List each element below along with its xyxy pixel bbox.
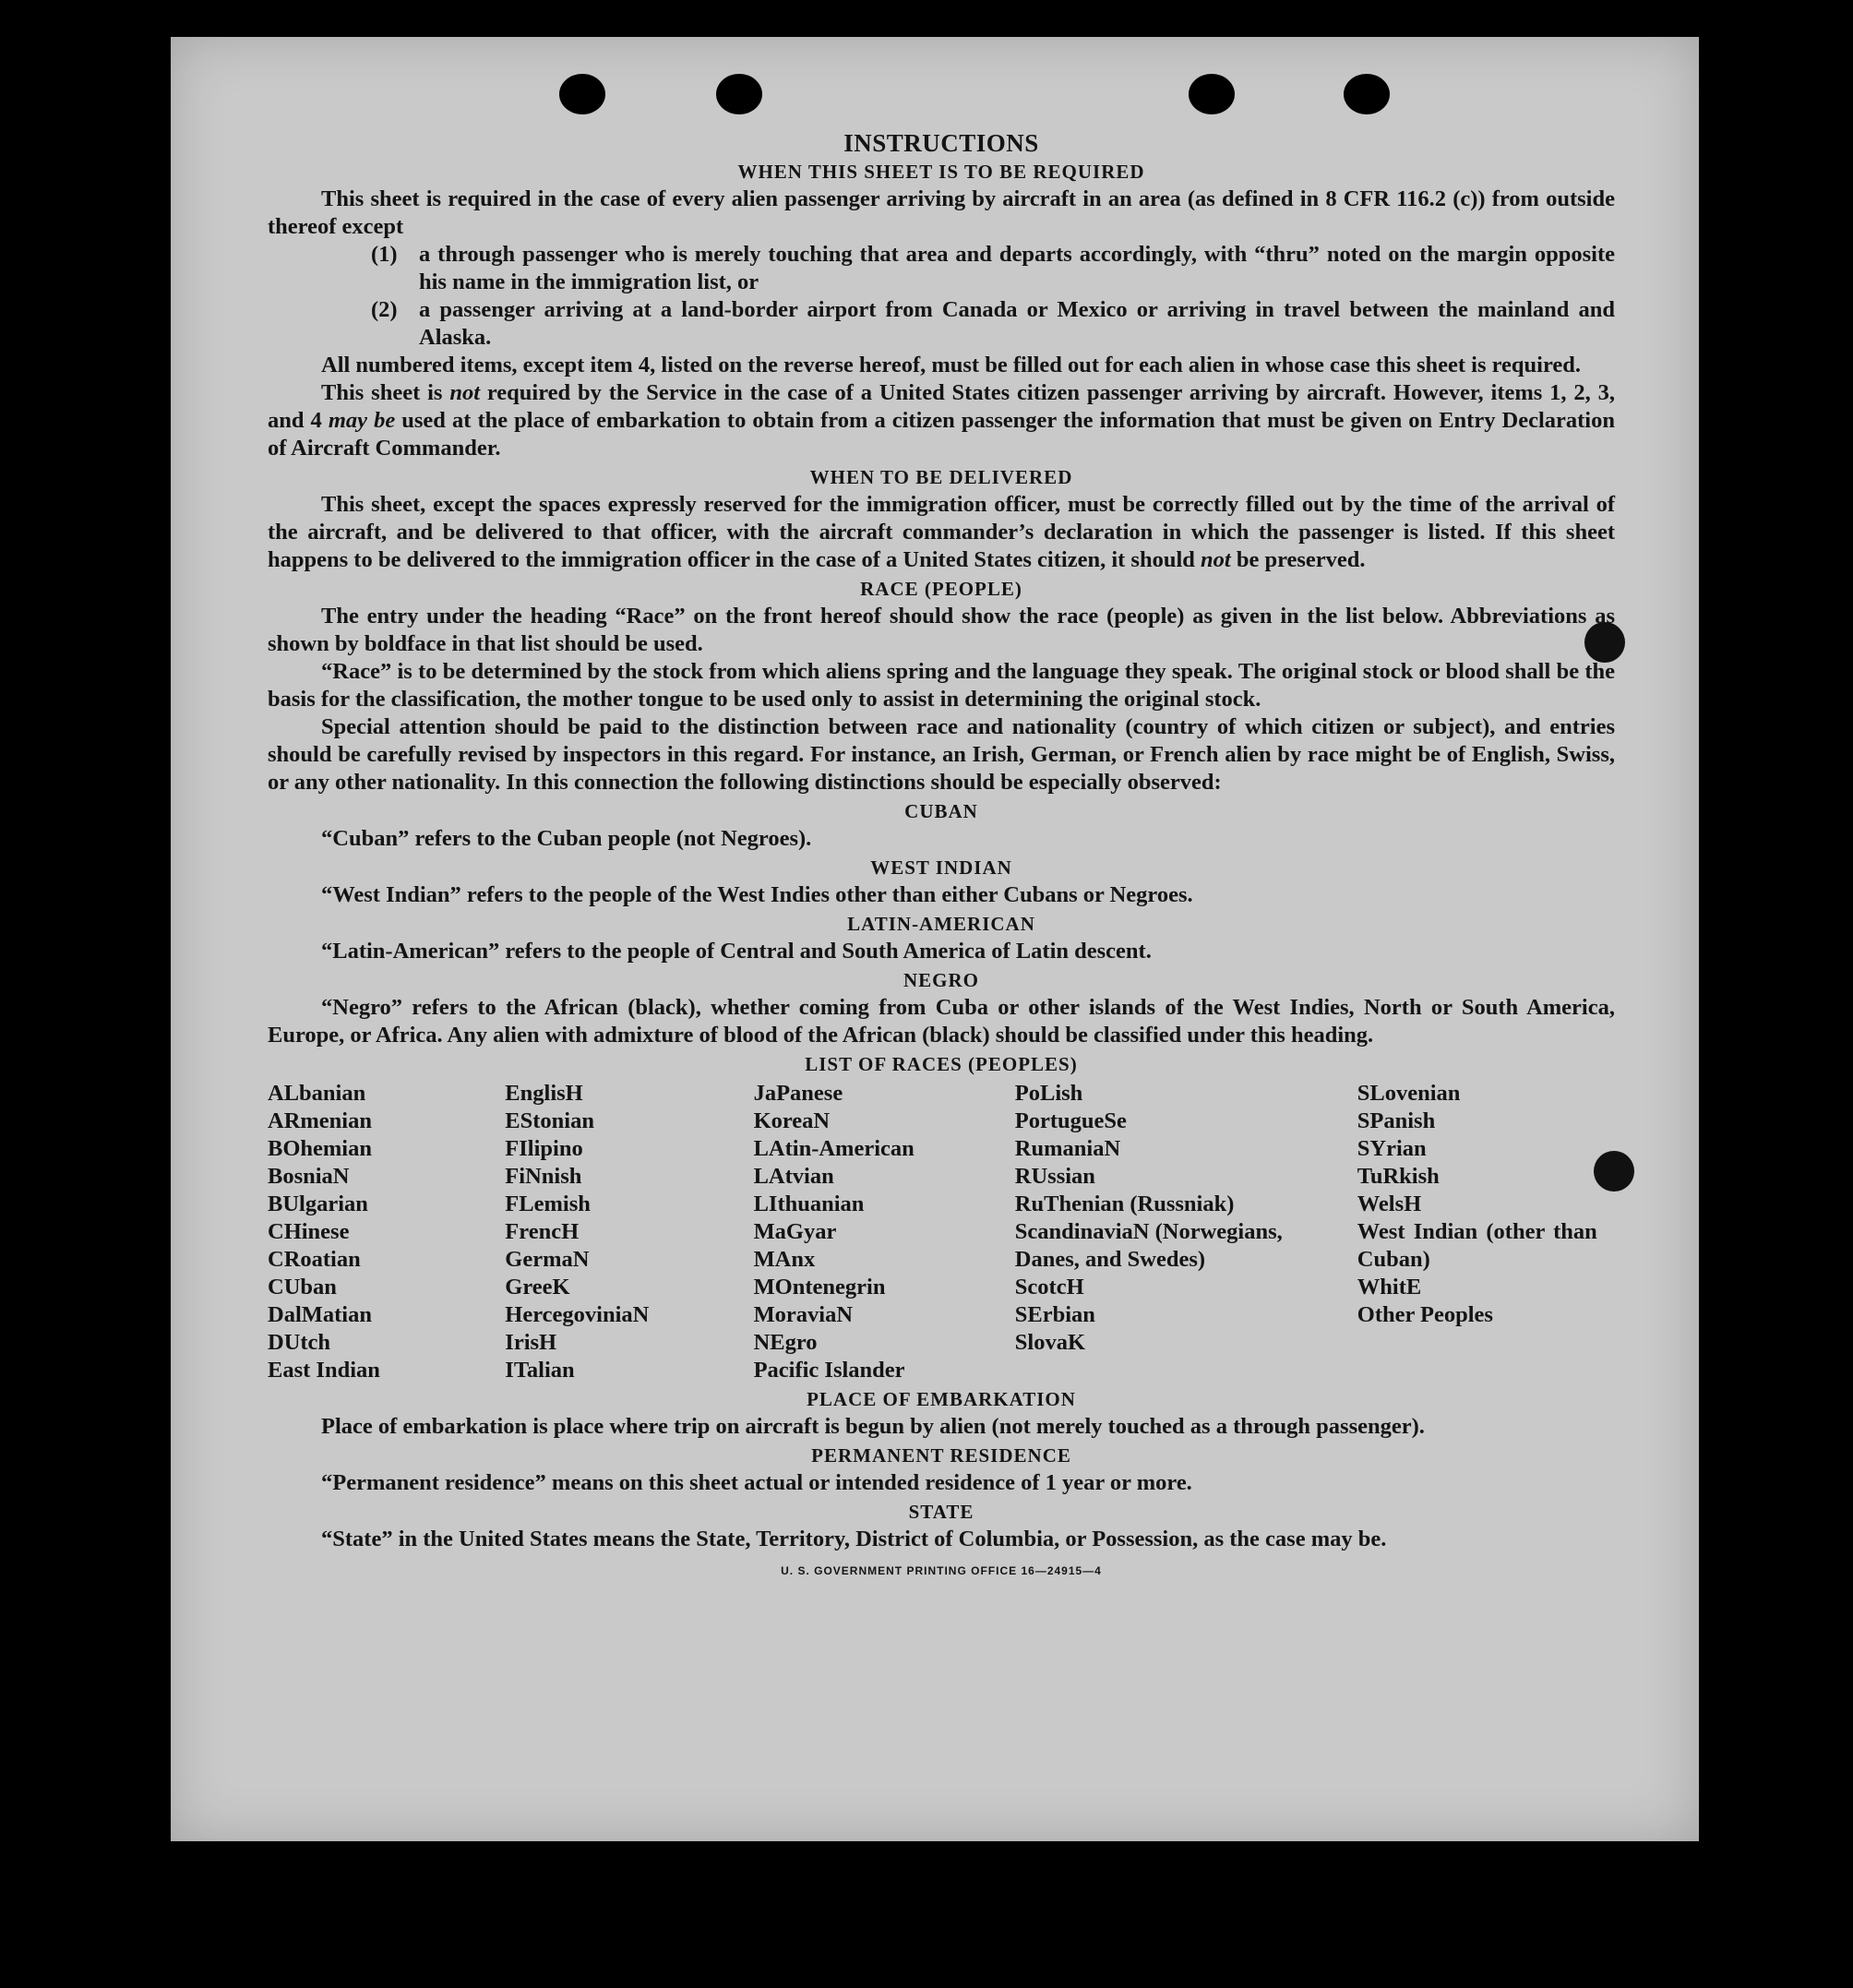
west-indian-definition: “West Indian” refers to the people of the West Indies other than either Cubans or Negroes. (321, 882, 1193, 907)
race-entry: CRoatian (268, 1247, 361, 1272)
race-entry: BosniaN (268, 1164, 350, 1189)
citizen-text: used at the place of embarkation to obtain from a citizen passenger the information that must be given on Entry Declaration of Aircraft Commander. (268, 408, 1615, 461)
section-heading-required: WHEN THIS SHEET IS TO BE REQUIRED (737, 161, 1145, 183)
race-entry: CUban (268, 1275, 337, 1299)
race-entry: ScandinaviaN (Norwegians, Danes, and Swedes) (1014, 1219, 1283, 1272)
race-entry: MAnx (753, 1247, 816, 1272)
section-heading-state: STATE (908, 1501, 974, 1523)
race-entry: FLemish (505, 1192, 591, 1216)
race-entry: TuRkish (1357, 1164, 1440, 1189)
printer-imprint: U. S. GOVERNMENT PRINTING OFFICE 16—24915—4 (781, 1564, 1102, 1577)
race-entry: SPanish (1357, 1108, 1436, 1133)
races-column (505, 1080, 753, 1384)
citizen-emphasis-not: not (449, 380, 480, 405)
required-intro: This sheet is required in the case of every alien passenger arriving by aircraft in an area (as defined in 8 CFR 116.2 (c)) from outside thereof except (268, 186, 1615, 239)
race-entry: FIlipino (505, 1136, 583, 1161)
section-heading-cuban: CUBAN (904, 800, 978, 822)
races-column (268, 1080, 505, 1384)
latin-american-definition: “Latin-American” refers to the people of Central and South America of Latin descent. (321, 939, 1152, 964)
race-entry: LAtvian (753, 1164, 834, 1189)
instructions-body (268, 129, 1615, 1585)
race-entry: DUtch (268, 1330, 331, 1355)
race-entry: LAtin-American (753, 1136, 915, 1161)
race-entry: ALbanian (268, 1081, 366, 1106)
race-entry: SLovenian (1357, 1081, 1461, 1106)
embarkation-definition: Place of embarkation is place where trip on aircraft is begun by alien (not merely touched as a through passenger). (321, 1414, 1425, 1439)
section-heading-latin-american: LATIN-AMERICAN (847, 913, 1035, 935)
race-entry: ARmenian (268, 1108, 372, 1133)
residence-definition: “Permanent residence” means on this sheet actual or intended residence of 1 year or more. (321, 1470, 1192, 1495)
races-column (754, 1080, 1015, 1384)
race-entry: SErbian (1014, 1302, 1095, 1327)
race-paragraph: Special attention should be paid to the distinction between race and nationality (country of which citizen or subject), and entries should be carefully revised by inspectors in this regard. For instance, an Irish, German, or French alien by race might be of English, Swiss, or any other nationality. In this connection the following distinctions should be especially observed: (268, 714, 1615, 795)
race-entry: MOntenegrin (753, 1275, 886, 1299)
race-entry: HercegoviniaN (505, 1302, 650, 1327)
race-entry: DalMatian (268, 1302, 372, 1327)
races-column (1357, 1080, 1615, 1384)
race-entry: West Indian (other than Cuban) (1357, 1219, 1597, 1272)
citizen-emphasis-maybe: may be (328, 408, 396, 433)
race-entry: PoLish (1014, 1081, 1083, 1106)
race-entry: IrisH (505, 1330, 557, 1355)
punch-hole (716, 74, 762, 114)
race-entry: WelsH (1357, 1192, 1422, 1216)
race-entry: GermaN (505, 1247, 590, 1272)
race-paragraph: “Race” is to be determined by the stock from which aliens spring and the language they speak. The original stock or blood shall be the basis for the classification, the mother tongue to be used only to assist in determining the original stock. (268, 659, 1615, 712)
section-heading-residence: PERMANENT RESIDENCE (811, 1444, 1071, 1467)
exception-text: a through passenger who is merely touching that area and departs accordingly, with “thru” noted on the margin opposite his name in the immigration list, or (419, 242, 1615, 294)
negro-definition: “Negro” refers to the African (black), whether coming from Cuba or other islands of the West Indies, North or South America, Europe, or Africa. Any alien with admixture of blood of the African (black) should be classified under this heading. (268, 995, 1615, 1048)
race-entry: ScotcH (1014, 1275, 1084, 1299)
race-entry: EnglisH (505, 1081, 583, 1106)
form-sheet (171, 37, 1699, 1841)
race-entry: FrencH (505, 1219, 580, 1244)
delivered-emphasis-not: not (1201, 547, 1231, 572)
punch-hole (1344, 74, 1390, 114)
citizen-text: required by the Service in the case of a United States citizen passenger arriving by aircraft. However, items 1, 2, 3, and 4 (268, 380, 1616, 433)
race-entry: Pacific Islander (753, 1358, 905, 1383)
race-entry: GreeK (505, 1275, 570, 1299)
race-entry: JaPanese (753, 1081, 843, 1106)
race-entry: RumaniaN (1014, 1136, 1121, 1161)
document-title: INSTRUCTIONS (843, 129, 1039, 157)
race-entry: SYrian (1357, 1136, 1427, 1161)
races-column (1015, 1080, 1357, 1384)
race-entry: WhitE (1357, 1275, 1422, 1299)
race-entry: BOhemian (268, 1136, 372, 1161)
race-entry: ITalian (505, 1358, 575, 1383)
section-heading-race: RACE (PEOPLE) (860, 578, 1022, 600)
punch-hole (559, 74, 605, 114)
race-entry: PortugueSe (1014, 1108, 1127, 1133)
exception-number: (1) (371, 242, 398, 267)
citizen-text: This sheet is (321, 380, 450, 405)
section-heading-delivered: WHEN TO BE DELIVERED (809, 466, 1073, 488)
race-entry: FiNnish (505, 1164, 582, 1189)
cuban-definition: “Cuban” refers to the Cuban people (not Negroes). (321, 826, 812, 851)
delivered-text: This sheet, except the spaces expressly reserved for the immigration officer, must be correctly filled out by the time of the arrival of the aircraft, and be delivered to that officer, with the aircraft commander’s declaration in which the passenger is listed. If this sheet happens to be delivered to the immigration officer in the case of a United States citizen, it should (268, 492, 1615, 572)
state-definition: “State” in the United States means the State, Territory, District of Columbia, or Possession, as the case may be. (321, 1527, 1387, 1551)
race-entry: EStonian (505, 1108, 594, 1133)
section-heading-negro: NEGRO (903, 969, 979, 991)
section-heading-embarkation: PLACE OF EMBARKATION (807, 1388, 1076, 1410)
section-heading-list-of-races: LIST OF RACES (PEOPLES) (805, 1053, 1078, 1075)
race-entry: NEgro (753, 1330, 818, 1355)
race-entry: CHinese (268, 1219, 350, 1244)
race-paragraph: The entry under the heading “Race” on the front hereof should show the race (people) as given in the list below. Abbreviations as shown by boldface in that list should be used. (268, 604, 1615, 656)
race-entry: MaGyar (753, 1219, 837, 1244)
race-entry: SlovaK (1014, 1330, 1086, 1355)
exception-item (371, 296, 1615, 352)
exception-text: a passenger arriving at a land-border airport from Canada or Mexico or arriving in travel between the mainland and Alaska. (419, 297, 1615, 350)
race-entry: KoreaN (753, 1108, 831, 1133)
race-entry: RUssian (1014, 1164, 1095, 1189)
punch-hole (1189, 74, 1235, 114)
section-heading-west-indian: WEST INDIAN (870, 856, 1012, 879)
race-entry: RuThenian (Russniak) (1014, 1192, 1235, 1216)
delivered-paragraph (268, 491, 1615, 574)
race-entry: East Indian (268, 1358, 380, 1383)
race-entry: BUlgarian (268, 1192, 368, 1216)
races-list (268, 1080, 1615, 1384)
numbered-items-paragraph: All numbered items, except item 4, listed on the reverse hereof, must be filled out for each alien in whose case this sheet is required. (321, 353, 1582, 377)
exception-number: (2) (371, 297, 398, 322)
race-entry: LIthuanian (753, 1192, 865, 1216)
citizen-paragraph (268, 379, 1615, 462)
race-entry: MoraviaN (753, 1302, 854, 1327)
race-entry: Other Peoples (1357, 1302, 1493, 1327)
delivered-text: be preserved. (1230, 547, 1366, 572)
exception-item (371, 241, 1615, 296)
